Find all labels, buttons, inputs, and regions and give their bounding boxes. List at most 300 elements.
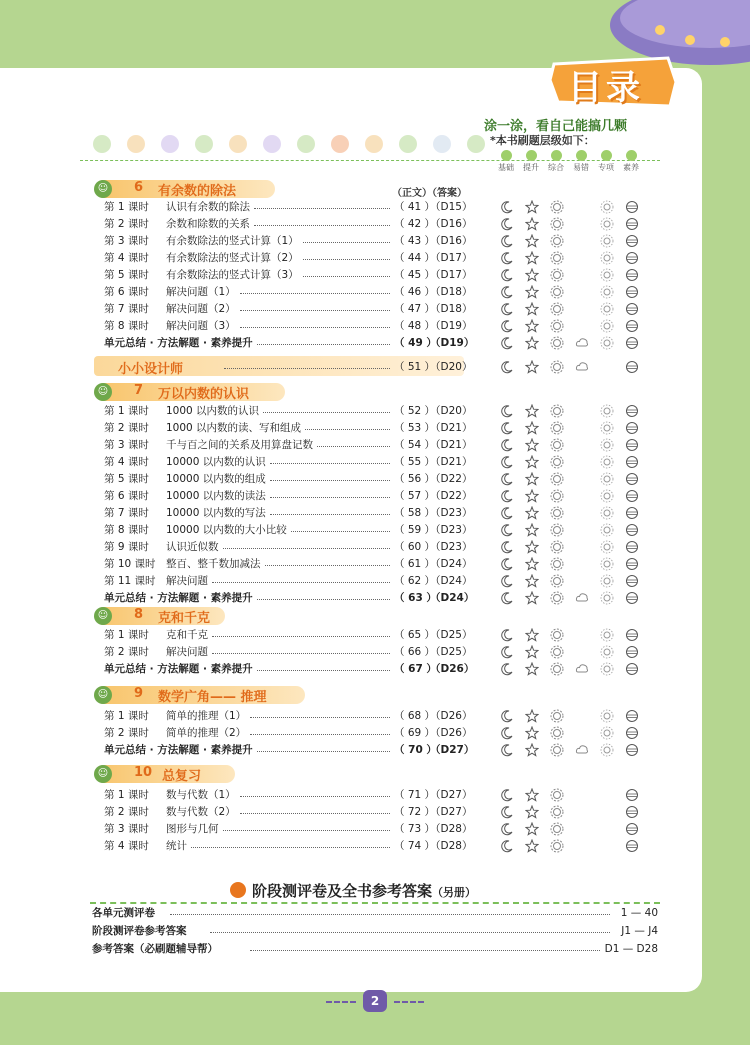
lesson-name: 整百、整千数加减法 xyxy=(166,558,261,570)
summary-row[interactable] xyxy=(104,662,475,677)
star-icon[interactable] xyxy=(525,268,539,282)
lesson-name: 余数和除数的关系 xyxy=(166,218,250,230)
dot-leader xyxy=(212,653,390,654)
lesson-number: 第 9 课时 xyxy=(104,541,149,553)
gear-icon[interactable] xyxy=(550,591,564,605)
page-ref: （ 73 ） xyxy=(394,823,436,835)
dot-leader xyxy=(212,636,390,637)
sun-icon[interactable] xyxy=(600,251,614,265)
lesson-row[interactable] xyxy=(104,438,473,453)
appendix-title: 阶段测评卷及全书参考答案（另册） xyxy=(252,882,477,900)
gear-icon[interactable] xyxy=(550,645,564,659)
lesson-row[interactable] xyxy=(104,489,473,504)
page-dash xyxy=(394,1001,424,1003)
cloud-icon[interactable] xyxy=(575,336,589,350)
star-icon[interactable] xyxy=(525,540,539,554)
legend-item: 素养 xyxy=(617,150,645,173)
gear-icon[interactable] xyxy=(550,472,564,486)
dot-leader xyxy=(240,796,390,797)
lesson-number: 第 4 课时 xyxy=(104,840,149,852)
unit-10-title: 总复习 xyxy=(162,769,202,784)
page-ref: （ 59 ） xyxy=(394,524,436,536)
lesson-number: 第 3 课时 xyxy=(104,439,149,451)
gear-icon[interactable] xyxy=(550,839,564,853)
planet-icon[interactable] xyxy=(625,574,639,588)
star-icon[interactable] xyxy=(525,557,539,571)
moon-icon[interactable] xyxy=(500,662,514,676)
planet-icon[interactable] xyxy=(625,523,639,537)
lesson-row[interactable] xyxy=(104,285,473,300)
lesson-name: 千与百之间的关系及用算盘记数 xyxy=(166,439,313,451)
summary-row[interactable] xyxy=(104,743,475,758)
planet-icon[interactable] xyxy=(625,788,639,802)
lesson-row[interactable] xyxy=(104,523,473,538)
cloud-icon[interactable] xyxy=(575,662,589,676)
moon-icon[interactable] xyxy=(500,285,514,299)
gear-icon[interactable] xyxy=(550,360,564,374)
lesson-row[interactable] xyxy=(104,472,473,487)
planet-icon[interactable] xyxy=(625,404,639,418)
lesson-number: 第 5 课时 xyxy=(104,269,149,281)
dot-leader xyxy=(263,412,390,413)
robot-icon: ☺ xyxy=(94,607,112,625)
answer-ref: （D20） xyxy=(430,405,473,417)
sun-icon[interactable] xyxy=(600,404,614,418)
moon-icon[interactable] xyxy=(500,421,514,435)
lesson-row[interactable] xyxy=(104,805,473,820)
moon-icon[interactable] xyxy=(500,645,514,659)
star-icon[interactable] xyxy=(525,523,539,537)
page-ref: （ 49 ） xyxy=(394,337,437,349)
star-icon[interactable] xyxy=(525,662,539,676)
gear-icon[interactable] xyxy=(550,404,564,418)
moon-icon[interactable] xyxy=(500,438,514,452)
gear-icon[interactable] xyxy=(550,217,564,231)
lesson-name: 有余数除法的竖式计算（2） xyxy=(166,252,299,264)
gear-icon[interactable] xyxy=(550,557,564,571)
answer-ref: （D18） xyxy=(430,303,473,315)
moon-icon[interactable] xyxy=(500,788,514,802)
page-number: 2 xyxy=(363,990,387,1012)
star-icon[interactable] xyxy=(525,743,539,757)
gear-icon[interactable] xyxy=(550,709,564,723)
lesson-row[interactable] xyxy=(104,455,473,470)
planet-icon[interactable] xyxy=(625,506,639,520)
unit-9-title: 数学广角—— 推理 xyxy=(158,690,267,705)
slogan-text: 涂一涂，看自己能搞几颗 xyxy=(484,119,628,134)
sun-icon[interactable] xyxy=(600,455,614,469)
moon-icon[interactable] xyxy=(500,557,514,571)
sun-icon[interactable] xyxy=(600,489,614,503)
answer-ref: （D15） xyxy=(430,201,473,213)
planet-icon[interactable] xyxy=(625,438,639,452)
page-ref: （ 62 ） xyxy=(394,575,436,587)
moon-icon[interactable] xyxy=(500,200,514,214)
star-icon[interactable] xyxy=(525,455,539,469)
page-ref: （ 41 ） xyxy=(394,201,436,213)
planet-icon[interactable] xyxy=(625,217,639,231)
page-title: 目录 xyxy=(568,68,644,108)
lesson-name: 克和千克 xyxy=(166,629,208,641)
dot-leader xyxy=(257,344,390,345)
page-ref: （ 57 ） xyxy=(394,490,436,502)
sun-icon[interactable] xyxy=(600,557,614,571)
dot-leader xyxy=(240,310,390,311)
sun-icon[interactable] xyxy=(600,743,614,757)
planet-icon[interactable] xyxy=(625,455,639,469)
sun-icon[interactable] xyxy=(600,302,614,316)
page-ref: （ 56 ） xyxy=(394,473,436,485)
star-icon[interactable] xyxy=(525,591,539,605)
lesson-name: 有余数除法的竖式计算（1） xyxy=(166,235,299,247)
planet-icon[interactable] xyxy=(625,336,639,350)
gear-icon[interactable] xyxy=(550,302,564,316)
lesson-number: 第 10 课时 xyxy=(104,558,156,570)
sun-icon[interactable] xyxy=(600,645,614,659)
answer-ref: （D16） xyxy=(430,235,473,247)
lesson-row[interactable] xyxy=(104,421,473,436)
cloud-icon[interactable] xyxy=(575,743,589,757)
dot-leader xyxy=(223,548,391,549)
lesson-row[interactable] xyxy=(104,839,473,854)
lesson-number: 第 6 课时 xyxy=(104,286,149,298)
sun-icon[interactable] xyxy=(600,540,614,554)
star-icon[interactable] xyxy=(525,628,539,642)
lesson-row[interactable] xyxy=(104,268,473,283)
unit-8-number: 8 xyxy=(134,607,144,622)
planet-icon[interactable] xyxy=(625,489,639,503)
star-icon[interactable] xyxy=(525,285,539,299)
star-icon[interactable] xyxy=(525,822,539,836)
moon-icon[interactable] xyxy=(500,404,514,418)
star-icon[interactable] xyxy=(525,421,539,435)
moon-icon[interactable] xyxy=(500,591,514,605)
lesson-row[interactable] xyxy=(104,251,473,266)
star-icon[interactable] xyxy=(525,506,539,520)
moon-icon[interactable] xyxy=(500,302,514,316)
planet-icon[interactable] xyxy=(625,591,639,605)
answer-ref: （D28） xyxy=(430,840,473,852)
designer-title: 小小设计师 xyxy=(118,362,184,377)
gear-icon[interactable] xyxy=(550,805,564,819)
lesson-name: 解决问题 xyxy=(166,575,208,587)
star-icon[interactable] xyxy=(525,574,539,588)
lesson-row[interactable] xyxy=(104,319,473,334)
lesson-row[interactable] xyxy=(104,217,473,232)
sun-icon[interactable] xyxy=(600,523,614,537)
moon-icon[interactable] xyxy=(500,822,514,836)
moon-icon[interactable] xyxy=(500,805,514,819)
planet-icon[interactable] xyxy=(625,421,639,435)
moon-icon[interactable] xyxy=(500,628,514,642)
robot-icon: ☺ xyxy=(94,686,112,704)
gear-icon[interactable] xyxy=(550,251,564,265)
moon-icon[interactable] xyxy=(500,251,514,265)
answer-ref: （D18） xyxy=(430,286,473,298)
planet-icon[interactable] xyxy=(625,645,639,659)
lesson-row[interactable] xyxy=(104,822,473,837)
planet-icon[interactable] xyxy=(625,709,639,723)
gear-icon[interactable] xyxy=(550,336,564,350)
lesson-name: 单元总结 · 方法解题 · 素养提升 xyxy=(104,744,253,756)
answer-ref: （D27） xyxy=(430,789,473,801)
page-ref: （ 70 ） xyxy=(394,744,437,756)
star-icon[interactable] xyxy=(525,788,539,802)
star-icon[interactable] xyxy=(525,805,539,819)
lesson-name: 解决问题（3） xyxy=(166,320,236,332)
star-icon[interactable] xyxy=(525,360,539,374)
sun-icon[interactable] xyxy=(600,268,614,282)
star-icon[interactable] xyxy=(525,302,539,316)
lesson-row[interactable] xyxy=(104,788,473,803)
sun-icon[interactable] xyxy=(600,574,614,588)
sun-icon[interactable] xyxy=(600,438,614,452)
answer-ref: （D21） xyxy=(430,456,473,468)
gear-icon[interactable] xyxy=(550,726,564,740)
page-ref: （ 68 ） xyxy=(394,710,436,722)
unit-7-title: 万以内数的认识 xyxy=(158,387,250,402)
lesson-name: 统计 xyxy=(166,840,187,852)
moon-icon[interactable] xyxy=(500,574,514,588)
planet-icon[interactable] xyxy=(625,200,639,214)
moon-icon[interactable] xyxy=(500,268,514,282)
lesson-name: 解决问题 xyxy=(166,646,208,658)
appendix-icon xyxy=(230,882,246,898)
lesson-number: 第 2 课时 xyxy=(104,218,149,230)
planet-icon[interactable] xyxy=(625,839,639,853)
lesson-number: 第 1 课时 xyxy=(104,201,149,213)
gear-icon[interactable] xyxy=(550,822,564,836)
page-ref: （ 43 ） xyxy=(394,235,436,247)
moon-icon[interactable] xyxy=(500,360,514,374)
planet-icon[interactable] xyxy=(625,726,639,740)
answer-ref: （D19） xyxy=(430,320,473,332)
gear-icon[interactable] xyxy=(550,788,564,802)
star-icon[interactable] xyxy=(525,200,539,214)
gear-icon[interactable] xyxy=(550,438,564,452)
dot-leader xyxy=(303,242,390,243)
dot-leader xyxy=(257,599,390,600)
moon-icon[interactable] xyxy=(500,506,514,520)
page-ref: （ 63 ） xyxy=(394,592,437,604)
sun-icon[interactable] xyxy=(600,217,614,231)
star-icon[interactable] xyxy=(525,217,539,231)
gear-icon[interactable] xyxy=(550,200,564,214)
lesson-number: 第 8 课时 xyxy=(104,524,149,536)
gear-icon[interactable] xyxy=(550,234,564,248)
lesson-number: 第 7 课时 xyxy=(104,303,149,315)
gear-icon[interactable] xyxy=(550,540,564,554)
planet-icon[interactable] xyxy=(625,743,639,757)
unit-9-number: 9 xyxy=(134,686,144,701)
planet-icon[interactable] xyxy=(625,285,639,299)
summary-row[interactable] xyxy=(104,591,475,606)
moon-icon[interactable] xyxy=(500,472,514,486)
star-icon[interactable] xyxy=(525,472,539,486)
planet-icon[interactable] xyxy=(625,268,639,282)
moon-icon[interactable] xyxy=(500,336,514,350)
sun-icon[interactable] xyxy=(600,285,614,299)
moon-icon[interactable] xyxy=(500,489,514,503)
lesson-number: 第 2 课时 xyxy=(104,727,149,739)
planet-icon[interactable] xyxy=(625,662,639,676)
gear-icon[interactable] xyxy=(550,574,564,588)
gear-icon[interactable] xyxy=(550,506,564,520)
lesson-row[interactable] xyxy=(104,234,473,249)
dot-leader xyxy=(265,565,391,566)
answer-ref: （D23） xyxy=(430,541,473,553)
lesson-name: 解决问题（2） xyxy=(166,303,236,315)
star-icon[interactable] xyxy=(525,726,539,740)
page-ref: （ 69 ） xyxy=(394,727,436,739)
lesson-row[interactable] xyxy=(104,557,473,572)
answer-ref: （D16） xyxy=(430,218,473,230)
legend-item: 综合 xyxy=(542,150,570,173)
moon-icon[interactable] xyxy=(500,455,514,469)
cloud-icon[interactable] xyxy=(575,360,589,374)
star-icon[interactable] xyxy=(525,489,539,503)
appendix-row[interactable]: 阶段测评卷参考答案 J1 — J4 xyxy=(92,925,658,937)
star-icon[interactable] xyxy=(525,645,539,659)
moon-icon[interactable] xyxy=(500,234,514,248)
lesson-name: 单元总结 · 方法解题 · 素养提升 xyxy=(104,337,253,349)
page-ref: （ 67 ） xyxy=(394,663,437,675)
lesson-row[interactable] xyxy=(104,302,473,317)
sun-icon[interactable] xyxy=(600,709,614,723)
planet-icon[interactable] xyxy=(625,557,639,571)
lesson-number: 第 11 课时 xyxy=(104,575,156,587)
page-ref: （ 46 ） xyxy=(394,286,436,298)
planet-icon[interactable] xyxy=(625,805,639,819)
moon-icon[interactable] xyxy=(500,523,514,537)
moon-icon[interactable] xyxy=(500,217,514,231)
lesson-name: 图形与几何 xyxy=(166,823,219,835)
page-ref: （ 53 ） xyxy=(394,422,436,434)
lesson-name: 10000 以内数的写法 xyxy=(166,507,266,519)
sun-icon[interactable] xyxy=(600,319,614,333)
moon-icon[interactable] xyxy=(500,540,514,554)
star-icon[interactable] xyxy=(525,839,539,853)
star-icon[interactable] xyxy=(525,234,539,248)
lesson-row[interactable] xyxy=(104,726,473,741)
summary-row[interactable] xyxy=(104,336,475,351)
sun-icon[interactable] xyxy=(600,726,614,740)
star-icon[interactable] xyxy=(525,336,539,350)
gear-icon[interactable] xyxy=(550,421,564,435)
lesson-row[interactable] xyxy=(104,709,473,724)
sun-icon[interactable] xyxy=(600,200,614,214)
planet-icon[interactable] xyxy=(625,251,639,265)
column-header: （正文）（答案） xyxy=(392,188,467,199)
lesson-name: 认识有余数的除法 xyxy=(166,201,250,213)
dot-leader xyxy=(254,208,390,209)
gear-icon[interactable] xyxy=(550,268,564,282)
planet-icon[interactable] xyxy=(625,540,639,554)
lesson-row[interactable] xyxy=(104,540,473,555)
planet-icon[interactable] xyxy=(625,234,639,248)
gear-icon[interactable] xyxy=(550,489,564,503)
answer-ref: （D24） xyxy=(430,592,475,604)
lesson-row[interactable] xyxy=(104,645,473,660)
level-legend xyxy=(492,150,692,176)
answer-ref: （D26） xyxy=(430,710,473,722)
lesson-row[interactable] xyxy=(104,506,473,521)
star-icon[interactable] xyxy=(525,251,539,265)
lesson-row[interactable] xyxy=(104,200,473,215)
sun-icon[interactable] xyxy=(600,591,614,605)
moon-icon[interactable] xyxy=(500,709,514,723)
sun-icon[interactable] xyxy=(600,506,614,520)
lesson-row[interactable] xyxy=(104,628,473,643)
lesson-number: 第 5 课时 xyxy=(104,473,149,485)
lesson-number: 第 4 课时 xyxy=(104,456,149,468)
moon-icon[interactable] xyxy=(500,743,514,757)
gear-icon[interactable] xyxy=(550,455,564,469)
lesson-name: 数与代数（2） xyxy=(166,806,236,818)
lesson-name: 10000 以内数的组成 xyxy=(166,473,266,485)
lesson-number: 第 3 课时 xyxy=(104,235,149,247)
legend-item: 提升 xyxy=(517,150,545,173)
sun-icon[interactable] xyxy=(600,336,614,350)
answer-ref: （D27） xyxy=(430,806,473,818)
star-icon[interactable] xyxy=(525,404,539,418)
sun-icon[interactable] xyxy=(600,472,614,486)
cloud-icon[interactable] xyxy=(575,591,589,605)
sun-icon[interactable] xyxy=(600,421,614,435)
level-note: *本书刷题层级如下： xyxy=(490,134,595,147)
moon-icon[interactable] xyxy=(500,319,514,333)
planet-icon[interactable] xyxy=(625,319,639,333)
dot-leader xyxy=(257,751,390,752)
lesson-number: 第 6 课时 xyxy=(104,490,149,502)
planet-icon[interactable] xyxy=(625,360,639,374)
planet-icon[interactable] xyxy=(625,472,639,486)
sun-icon[interactable] xyxy=(600,234,614,248)
sun-icon[interactable] xyxy=(600,662,614,676)
gear-icon[interactable] xyxy=(550,743,564,757)
star-icon[interactable] xyxy=(525,438,539,452)
planet-icon[interactable] xyxy=(625,628,639,642)
planet-icon[interactable] xyxy=(625,302,639,316)
lesson-number: 第 1 课时 xyxy=(104,405,149,417)
robot-icon: ☺ xyxy=(94,765,112,783)
appendix-row[interactable]: 各单元测评卷 1 — 40 xyxy=(92,907,658,919)
lesson-row[interactable] xyxy=(104,404,473,419)
appendix-divider xyxy=(90,902,660,904)
lesson-row[interactable] xyxy=(104,574,473,589)
star-icon[interactable] xyxy=(525,319,539,333)
legend-item: 专项 xyxy=(592,150,620,173)
lesson-number: 第 1 课时 xyxy=(104,789,149,801)
planet-icon[interactable] xyxy=(625,822,639,836)
sun-icon[interactable] xyxy=(600,628,614,642)
answer-ref: （D23） xyxy=(430,507,473,519)
page-ref: （ 71 ） xyxy=(394,789,436,801)
answer-ref: （D21） xyxy=(430,422,473,434)
gear-icon[interactable] xyxy=(550,523,564,537)
moon-icon[interactable] xyxy=(500,839,514,853)
gear-icon[interactable] xyxy=(550,285,564,299)
gear-icon[interactable] xyxy=(550,628,564,642)
dot-leader xyxy=(223,830,391,831)
gear-icon[interactable] xyxy=(550,662,564,676)
appendix-row[interactable]: 参考答案（必刷题辅导帮） D1 — D28 xyxy=(92,943,658,955)
designer-row[interactable]: （ 51 ） （D20） xyxy=(104,360,464,375)
gear-icon[interactable] xyxy=(550,319,564,333)
star-icon[interactable] xyxy=(525,709,539,723)
moon-icon[interactable] xyxy=(500,726,514,740)
answer-ref: （D24） xyxy=(430,575,473,587)
